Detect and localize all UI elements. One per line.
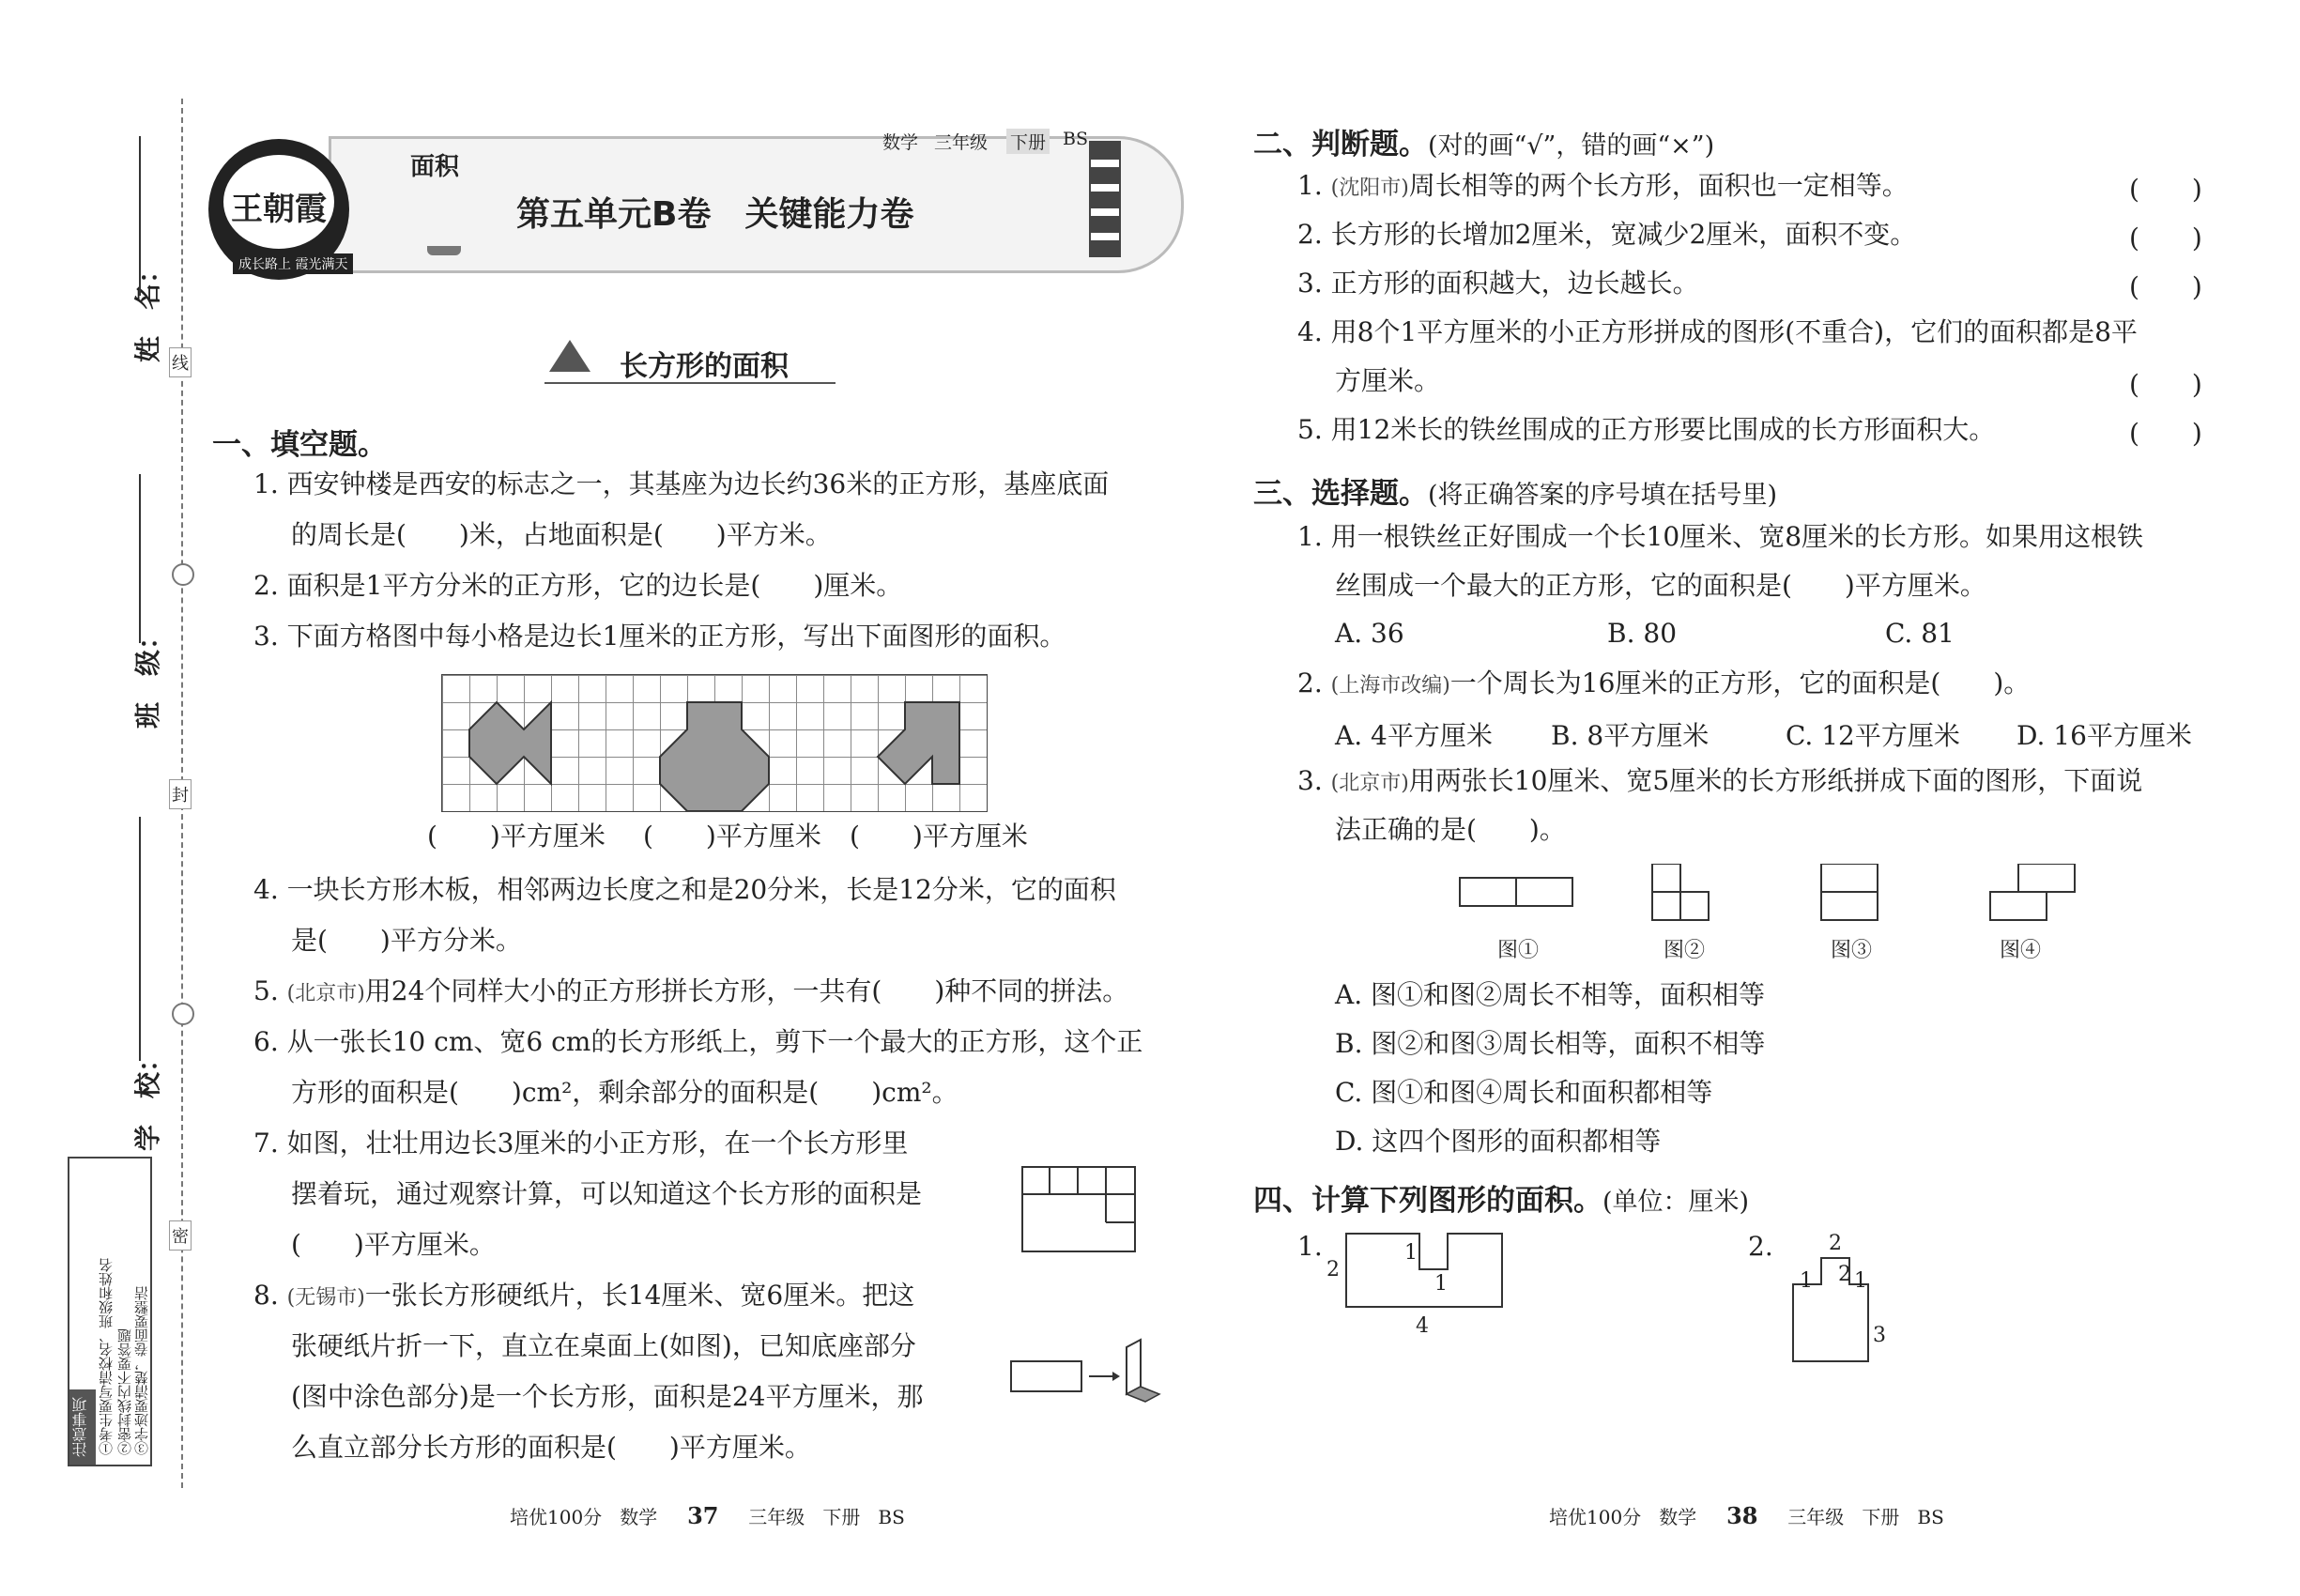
meta-term: 下册: [1006, 129, 1050, 154]
s1-q8-line1: [253, 1279, 914, 1315]
s3-q3-num: 3.: [1297, 765, 1323, 796]
name-label: 姓 名：: [132, 256, 164, 363]
s1-q1-line1: 1. 西安钟楼是西安的标志之一，其基座为边长约36米的正方形，基座底面: [253, 468, 1110, 499]
s4-fig1-label-height: 2: [1326, 1258, 1340, 1281]
meta-subject: 数学: [882, 132, 919, 153]
binding-hole: [172, 1003, 194, 1025]
notice-box: [68, 1157, 152, 1466]
notice-item: ①考生要写清校名、班级和姓名: [98, 1258, 115, 1455]
footer-edition: BS: [878, 1506, 905, 1528]
footer-book: 培优100分: [1549, 1506, 1642, 1528]
section4-title-text: 四、计算下列图形的面积。: [1253, 1184, 1602, 1218]
s1-q8-text1: 一张长方形硬纸片，长14厘米、宽6厘米。把这: [364, 1280, 915, 1311]
s2-answer-3[interactable]: ( ): [2129, 271, 2202, 302]
s1-q4-line1: 4. 一块长方形木板，相邻两边长度之和是20分米，长是12分米，它的面积: [253, 874, 1116, 905]
footer-term: 下册: [1862, 1506, 1900, 1528]
s2-item-1: [1297, 169, 1909, 206]
footer-term: 下册: [822, 1506, 861, 1528]
s3-q2-option-a[interactable]: A. 4平方厘米: [1335, 720, 1493, 751]
page-number: 38: [1726, 1502, 1758, 1529]
footer-book: 培优100分: [510, 1506, 603, 1528]
s2-answer-5[interactable]: ( ): [2129, 418, 2202, 449]
page-number: 37: [687, 1502, 719, 1529]
footer-grade: 三年级: [1787, 1506, 1845, 1528]
s2-item-text: 正方形的面积越大，边长越长。: [1330, 268, 1699, 299]
s4-fig1-label-width: 4: [1416, 1314, 1429, 1338]
s3-q3-option-d[interactable]: D. 这四个图形的面积都相等: [1335, 1126, 1662, 1157]
s3-q3-source: (北京市): [1330, 772, 1409, 795]
section4-note: (单位：厘米): [1602, 1188, 1750, 1217]
s1-q7-line1: 7. 如图，壮壮用边长3厘米的小正方形，在一个长方形里: [253, 1128, 909, 1159]
s4-fig1-label-notch-depth: 1: [1404, 1241, 1418, 1265]
s3-q3-figures: [1455, 864, 2093, 929]
s3-q3-option-c[interactable]: C. 图①和图④周长和面积都相等: [1335, 1077, 1713, 1108]
ship-icon: [427, 246, 461, 255]
s1-q3-blank3[interactable]: ( )平方厘米: [850, 821, 1028, 852]
s4-fig2-num: 2.: [1748, 1231, 1773, 1262]
s1-q3: 3. 下面方格图中每小格是边长1厘米的正方形，写出下面图形的面积。: [253, 621, 1066, 652]
s1-q3-blank1[interactable]: ( )平方厘米: [427, 821, 606, 852]
figure-1: [1460, 878, 1572, 906]
class-label: 班 级：: [132, 622, 164, 729]
s2-item-2: [1297, 218, 1916, 252]
s1-q2: 2. 面积是1平方分米的正方形，它的边长是( )厘米。: [253, 570, 903, 601]
figure-2: [1652, 864, 1709, 920]
s4-fig1-num: 1.: [1297, 1231, 1323, 1262]
section2-title-text: 二、判断题。: [1253, 128, 1428, 161]
fig-label-1: 图①: [1497, 939, 1540, 962]
s4-fig1-label-notch-width: 1: [1434, 1272, 1448, 1296]
s2-answer-2[interactable]: ( ): [2129, 223, 2202, 253]
s2-item-text: 长方形的长增加2厘米，宽减少2厘米，面积不变。: [1330, 219, 1917, 250]
s3-q3-option-a[interactable]: A. 图①和图②周长不相等，面积相等: [1335, 979, 1766, 1010]
s1-q5-source: (北京市): [286, 982, 365, 1005]
s2-item-3: [1297, 267, 1699, 300]
fig-label-3: 图③: [1831, 939, 1873, 962]
s2-item-source: (沈阳市): [1330, 176, 1409, 200]
notice-item: ③字迹要清楚，卷面要整洁: [133, 1286, 150, 1455]
section4-title: [1253, 1176, 1749, 1219]
s2-item-num: 5.: [1297, 414, 1323, 445]
section2-note: (对的画“√”，错的画“×”): [1428, 131, 1715, 161]
s3-q3-line1: [1297, 764, 2142, 801]
s3-q1-line1: 1. 用一根铁丝正好围成一个长10厘米、宽8厘米的长方形。如果用这根铁: [1297, 521, 2144, 552]
section-subtitle: 长方形的面积: [620, 350, 789, 383]
footer-grade: 三年级: [748, 1506, 805, 1528]
s2-answer-1[interactable]: ( ): [2129, 174, 2202, 205]
class-field[interactable]: [139, 474, 141, 643]
s3-q2-option-d[interactable]: D. 16平方厘米: [2016, 720, 2192, 751]
section2-title: [1253, 120, 1714, 162]
figure-4: [1990, 864, 2075, 920]
s3-q2-text: 一个周长为16厘米的正方形，它的面积是( )。: [1449, 668, 2031, 698]
s2-item-text: 用12米长的铁丝围成的正方形要比围成的长方形面积大。: [1330, 414, 1996, 445]
s1-q7-line2: 摆着玩，通过观察计算，可以知道这个长方形的面积是: [291, 1178, 923, 1209]
s3-q2-num: 2.: [1297, 668, 1323, 698]
s2-answer-4[interactable]: ( ): [2129, 369, 2202, 400]
meta-edition: BS: [1063, 129, 1088, 149]
s3-q2: [1297, 667, 2030, 703]
topic-tag: 面积: [410, 153, 460, 181]
lighthouse-icon: [1089, 141, 1121, 257]
margin-mark: 线: [169, 347, 192, 377]
section3-title-text: 三、选择题。: [1253, 477, 1428, 511]
sailboat-icon: [549, 340, 590, 372]
section3-title: [1253, 469, 1777, 512]
footer-subject: 数学: [1659, 1506, 1697, 1528]
subtitle-underline: [544, 382, 836, 384]
binding-hole: [172, 563, 194, 586]
grid-shapes: [442, 675, 987, 811]
school-field[interactable]: [139, 817, 141, 1061]
s1-q3-blank2[interactable]: ( )平方厘米: [643, 821, 821, 852]
s4-fig2-label-top: 2: [1829, 1232, 1842, 1255]
shape-mitten: [878, 702, 959, 784]
notice-title: 注意事项: [69, 1389, 96, 1465]
s1-q8-line2: 张硬纸片折一下，直立在桌面上(如图)，已知底座部分: [291, 1330, 916, 1361]
s2-item-num: 1.: [1297, 170, 1323, 201]
s2-item-num: 2.: [1297, 219, 1323, 250]
section3-note: (将正确答案的序号填在括号里): [1428, 481, 1778, 510]
s2-item-text: 用8个1平方厘米的小正方形拼成的图形(不重合)，它们的面积都是8平: [1330, 316, 2138, 347]
margin-mark: 密: [169, 1220, 192, 1251]
s3-q2-source: (上海市改编): [1330, 674, 1450, 698]
s1-q8-line4: 么直立部分长方形的面积是( )平方厘米。: [291, 1432, 811, 1463]
s1-q7-line3: ( )平方厘米。: [291, 1229, 496, 1260]
s3-q2-option-b[interactable]: B. 8平方厘米: [1551, 720, 1710, 751]
s1-q5-text: 用24个同样大小的正方形拼长方形，一共有( )种不同的拼法。: [364, 975, 1129, 1006]
shape-fish: [469, 702, 551, 784]
s1-q8-num: 8.: [253, 1280, 279, 1311]
s4-figure-1: [1344, 1232, 1513, 1312]
s1-q8-line3: (图中涂色部分)是一个长方形，面积是24平方厘米，那: [291, 1381, 924, 1412]
s3-q1-line2: 丝围成一个最大的正方形，它的面积是( )平方厘米。: [1335, 570, 1986, 601]
s3-q3-line2: 法正确的是( )。: [1335, 814, 1566, 845]
margin-mark: 封: [169, 779, 192, 809]
s3-q3-text1: 用两张长10厘米、宽5厘米的长方形纸拼成下面的图形，下面说: [1408, 765, 2143, 796]
s4-fig2-label-mid: 2: [1838, 1263, 1851, 1286]
s4-fig2-label-left: 1: [1800, 1269, 1813, 1293]
s4-fig2-label-side: 3: [1873, 1324, 1886, 1347]
meta-grade: 三年级: [934, 132, 989, 153]
fig-label-2: 图②: [1664, 939, 1706, 962]
s3-q1-option-b[interactable]: B. 80: [1607, 618, 1678, 649]
s3-q1-option-a[interactable]: A. 36: [1335, 618, 1404, 649]
shape-vase: [660, 702, 769, 811]
name-field[interactable]: [139, 136, 141, 296]
footer-subject: 数学: [620, 1506, 658, 1528]
s1-q4-line2: 是( )平方分米。: [291, 925, 522, 956]
s2-item-4: [1297, 315, 2138, 349]
q7-figure: [1021, 1166, 1139, 1255]
s1-q5: [253, 974, 1128, 1011]
grid-figure: [441, 674, 988, 812]
s3-q2-option-c[interactable]: C. 12平方厘米: [1786, 720, 1960, 751]
s2-item-num: 4.: [1297, 316, 1323, 347]
brand-name: 王朝霞: [231, 191, 327, 228]
s2-item-text: 周长相等的两个长方形，面积也一定相等。: [1408, 170, 1909, 201]
figure-3: [1821, 864, 1878, 920]
s2-item-4-cont: 方厘米。: [1335, 365, 1441, 396]
s1-q6-line1: 6. 从一张长10 cm、宽6 cm的长方形纸上，剪下一个最大的正方形，这个正: [253, 1026, 1143, 1057]
s2-item-num: 3.: [1297, 268, 1323, 299]
exam-title: 第五单元B卷 关键能力卷: [516, 195, 914, 234]
brand-motto: 成长路上 霞光满天: [233, 253, 353, 274]
s1-q5-num: 5.: [253, 975, 279, 1006]
s1-q8-source: (无锡市): [286, 1286, 365, 1310]
s3-q1-option-c[interactable]: C. 81: [1885, 618, 1955, 649]
footer-left: [510, 1502, 905, 1529]
footer-right: [1549, 1502, 1944, 1529]
notice-item: ②密封线内不要答题: [116, 1328, 133, 1455]
section1-title: 一、填空题。: [212, 428, 387, 462]
footer-edition: BS: [1917, 1506, 1944, 1528]
school-label: 学 校：: [132, 1045, 164, 1152]
s1-q1-line2: 的周长是( )米，占地面积是( )平方米。: [291, 519, 832, 550]
s1-q6-line2: 方形的面积是( )cm²，剩余部分的面积是( )cm²。: [291, 1077, 958, 1108]
s2-item-5: [1297, 413, 1995, 447]
q8-figure: [1009, 1338, 1169, 1404]
s3-q3-option-b[interactable]: B. 图②和图③周长相等，面积不相等: [1335, 1028, 1766, 1059]
fig-label-4: 图④: [2000, 939, 2042, 962]
s4-fig2-label-right: 1: [1854, 1269, 1867, 1293]
